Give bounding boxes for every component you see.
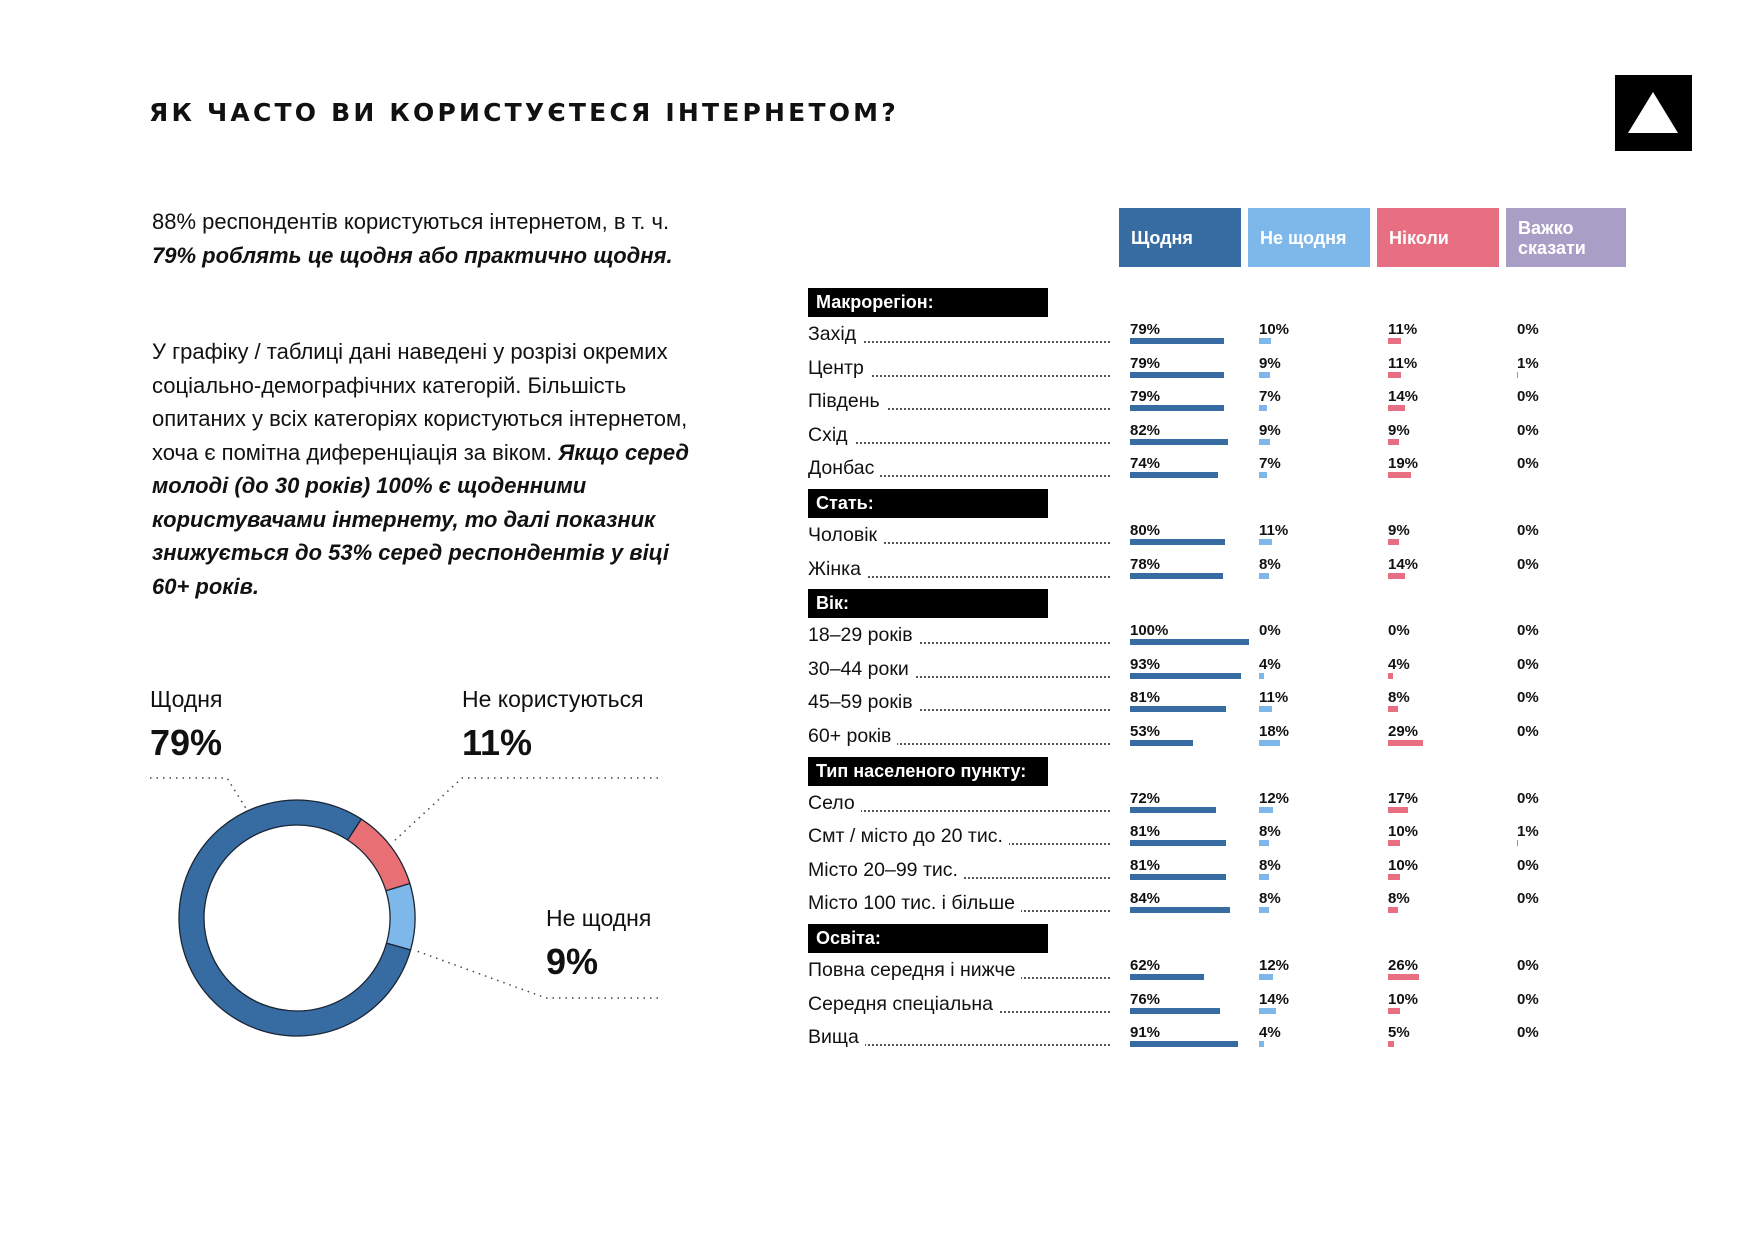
section-header: Тип населеного пункту: — [808, 757, 1048, 786]
bar — [1259, 974, 1273, 980]
bar — [1388, 372, 1401, 378]
donut-slice-not-using — [348, 819, 410, 891]
bar — [1259, 338, 1271, 344]
value-label: 9% — [1388, 522, 1410, 539]
donut-label-not-using: Не користуються — [462, 686, 644, 712]
bar — [1259, 706, 1272, 712]
value-label: 11% — [1259, 522, 1289, 539]
value-label: 14% — [1388, 555, 1419, 573]
bar — [1259, 472, 1267, 478]
value-label: 9% — [1388, 421, 1410, 439]
value-label: 0% — [1517, 655, 1539, 673]
leader-line-daily — [150, 778, 247, 810]
value-label: 81% — [1130, 689, 1161, 707]
bar — [1259, 673, 1264, 679]
value-label: 14% — [1259, 990, 1290, 1008]
bar — [1130, 405, 1224, 411]
row-label: Донбас — [808, 457, 880, 480]
value-label: 4% — [1259, 1024, 1281, 1042]
value-label: 8% — [1388, 890, 1410, 908]
row-label: Смт / місто до 20 тис. — [808, 825, 1009, 848]
bar — [1259, 740, 1280, 746]
value-label: 84% — [1130, 890, 1161, 908]
donut-label-not-daily: Не щодня — [546, 905, 652, 931]
bar — [1388, 706, 1398, 712]
value-label: 0% — [1517, 522, 1539, 539]
value-label: 100% — [1130, 622, 1169, 640]
value-label: 26% — [1388, 957, 1419, 974]
page-title: ЯК ЧАСТО ВИ КОРИСТУЄТЕСЯ ІНТЕРНЕТОМ? — [149, 98, 899, 127]
donut-label-daily: Щодня — [150, 686, 223, 712]
bar — [1130, 807, 1216, 813]
value-label: 0% — [1517, 555, 1539, 573]
value-label: 80% — [1130, 522, 1161, 539]
value-label: 0% — [1517, 1024, 1539, 1042]
donut-value-not-daily: 9% — [546, 941, 599, 982]
bar — [1130, 573, 1223, 579]
row-label: Село — [808, 792, 861, 815]
value-label: 14% — [1388, 388, 1419, 406]
row-label: Середня спеціальна — [808, 993, 999, 1016]
description-text: У графіку / таблиці дані наведені у розрізі окремих соціально-демографічних категорій. Більшість опитаних у всіх категоріях користуються інтернетом, хоча є помітна диференціація за віком. — [152, 339, 688, 465]
value-label: 93% — [1130, 655, 1161, 673]
value-label: 79% — [1130, 354, 1161, 372]
bar — [1259, 573, 1269, 579]
value-label: 4% — [1388, 655, 1410, 673]
value-label: 4% — [1259, 655, 1281, 673]
bar — [1130, 338, 1224, 344]
section-header: Вік: — [808, 589, 1048, 618]
value-label: 81% — [1130, 823, 1161, 841]
bar — [1388, 405, 1405, 411]
bar — [1259, 1041, 1264, 1047]
bar — [1259, 907, 1269, 913]
bar — [1130, 1041, 1238, 1047]
bar — [1130, 874, 1226, 880]
bar — [1388, 1041, 1394, 1047]
row-label: Захід — [808, 323, 862, 346]
bar — [1130, 472, 1218, 478]
value-label: 8% — [1259, 555, 1281, 573]
value-label: 78% — [1130, 555, 1161, 573]
value-label: 72% — [1130, 789, 1161, 807]
intro-highlight: 79% роблять це щодня або практично щодня. — [152, 242, 673, 268]
bar — [1130, 639, 1249, 645]
value-label: 5% — [1388, 1024, 1410, 1042]
value-label: 79% — [1130, 388, 1161, 406]
value-label: 17% — [1388, 789, 1419, 807]
value-label: 7% — [1259, 455, 1281, 473]
value-label: 0% — [1517, 321, 1539, 338]
row-label: Південь — [808, 390, 886, 413]
value-label: 0% — [1388, 622, 1410, 640]
bar — [1259, 874, 1269, 880]
value-label: 7% — [1259, 388, 1281, 406]
section-header: Стать: — [808, 489, 1048, 518]
donut-value-not-using: 11% — [462, 722, 533, 763]
value-label: 1% — [1517, 823, 1539, 841]
value-label: 0% — [1517, 856, 1539, 874]
bar — [1259, 1008, 1276, 1014]
value-label: 53% — [1130, 723, 1161, 740]
bar — [1388, 1008, 1400, 1014]
bar — [1259, 840, 1269, 846]
section-header: Макрорегіон: — [808, 288, 1048, 317]
bar — [1130, 740, 1193, 746]
value-label: 0% — [1517, 990, 1539, 1008]
bar — [1259, 405, 1267, 411]
bar — [1388, 573, 1405, 579]
row-label: 60+ років — [808, 725, 897, 748]
row-label: Центр — [808, 357, 870, 380]
triangle-logo-icon — [1615, 75, 1692, 151]
value-label: 12% — [1259, 789, 1290, 807]
bar — [1388, 673, 1393, 679]
value-label: 8% — [1259, 823, 1281, 841]
value-label: 9% — [1259, 421, 1281, 439]
value-label: 76% — [1130, 990, 1161, 1008]
description-highlight: Якщо серед молоді (до 30 років) 100% є щоденними користувачами інтернету, то далі показник знижується до 53% серед респондентів у віці 60+ років. — [152, 439, 689, 599]
bar — [1259, 372, 1270, 378]
value-label: 29% — [1388, 723, 1419, 740]
value-label: 0% — [1517, 388, 1539, 406]
value-label: 82% — [1130, 421, 1161, 439]
value-label: 10% — [1388, 856, 1419, 874]
value-label: 79% — [1130, 321, 1161, 338]
value-label: 0% — [1517, 890, 1539, 908]
value-label: 10% — [1388, 990, 1419, 1008]
value-label: 0% — [1517, 723, 1539, 740]
row-label: 30–44 роки — [808, 658, 915, 681]
bar — [1130, 706, 1226, 712]
bar — [1388, 338, 1401, 344]
row-label: Схід — [808, 424, 854, 447]
intro-text: 88% респондентів користуються інтернетом, в т. ч. — [152, 209, 670, 234]
legend-not-daily: Не щодня — [1248, 208, 1370, 267]
bar — [1130, 439, 1228, 445]
leader-line-not-using — [392, 778, 658, 843]
row-label: Повна середня і нижче — [808, 959, 1021, 982]
row-label: 45–59 років — [808, 691, 919, 714]
value-label: 0% — [1517, 957, 1539, 974]
donut-chart — [0, 0, 720, 1241]
bar — [1388, 740, 1423, 746]
bar — [1259, 439, 1270, 445]
bar — [1388, 539, 1399, 545]
bar — [1130, 539, 1225, 545]
bar — [1517, 372, 1518, 378]
value-label: 1% — [1517, 354, 1539, 372]
bar — [1130, 907, 1230, 913]
bar — [1388, 874, 1400, 880]
bar — [1130, 840, 1226, 846]
value-label: 0% — [1517, 622, 1539, 640]
donut-value-daily: 79% — [150, 722, 223, 763]
bar — [1130, 1008, 1220, 1014]
value-label: 18% — [1259, 723, 1290, 740]
donut-slice-not-daily — [386, 884, 415, 950]
value-label: 8% — [1259, 890, 1281, 908]
value-label: 8% — [1259, 856, 1281, 874]
section-header: Освіта: — [808, 924, 1048, 953]
value-label: 74% — [1130, 455, 1161, 473]
value-label: 0% — [1517, 689, 1539, 707]
value-label: 11% — [1259, 689, 1289, 707]
value-label: 10% — [1259, 321, 1290, 338]
value-label: 91% — [1130, 1024, 1161, 1042]
value-label: 0% — [1517, 455, 1539, 473]
row-label: Місто 100 тис. і більше — [808, 892, 1021, 915]
value-label: 10% — [1388, 823, 1419, 841]
value-label: 81% — [1130, 856, 1161, 874]
bar — [1388, 472, 1411, 478]
value-label: 0% — [1259, 622, 1281, 640]
value-label: 11% — [1388, 354, 1418, 372]
value-label: 0% — [1517, 421, 1539, 439]
row-label: Чоловік — [808, 524, 883, 547]
value-label: 12% — [1259, 957, 1290, 974]
value-label: 9% — [1259, 354, 1281, 372]
bar — [1130, 974, 1204, 980]
bar — [1517, 840, 1518, 846]
bar — [1388, 907, 1398, 913]
bar — [1388, 807, 1408, 813]
value-label: 19% — [1388, 455, 1419, 473]
bar — [1388, 974, 1419, 980]
bar — [1130, 673, 1241, 679]
row-label: 18–29 років — [808, 624, 919, 647]
value-label: 8% — [1388, 689, 1410, 707]
bar — [1130, 372, 1224, 378]
row-label: Місто 20–99 тис. — [808, 859, 964, 882]
legend-daily: Щодня — [1119, 208, 1241, 267]
bar — [1388, 439, 1399, 445]
row-label: Жінка — [808, 558, 867, 581]
legend-hard-to-say: Важко сказати — [1506, 208, 1626, 267]
value-label: 0% — [1517, 789, 1539, 807]
bar — [1259, 539, 1272, 545]
leader-line-not-daily — [414, 950, 658, 998]
legend-never: Ніколи — [1377, 208, 1499, 267]
value-label: 11% — [1388, 321, 1418, 338]
bar — [1259, 807, 1273, 813]
value-label: 62% — [1130, 957, 1161, 974]
bar — [1388, 840, 1400, 846]
row-label: Вища — [808, 1026, 865, 1049]
